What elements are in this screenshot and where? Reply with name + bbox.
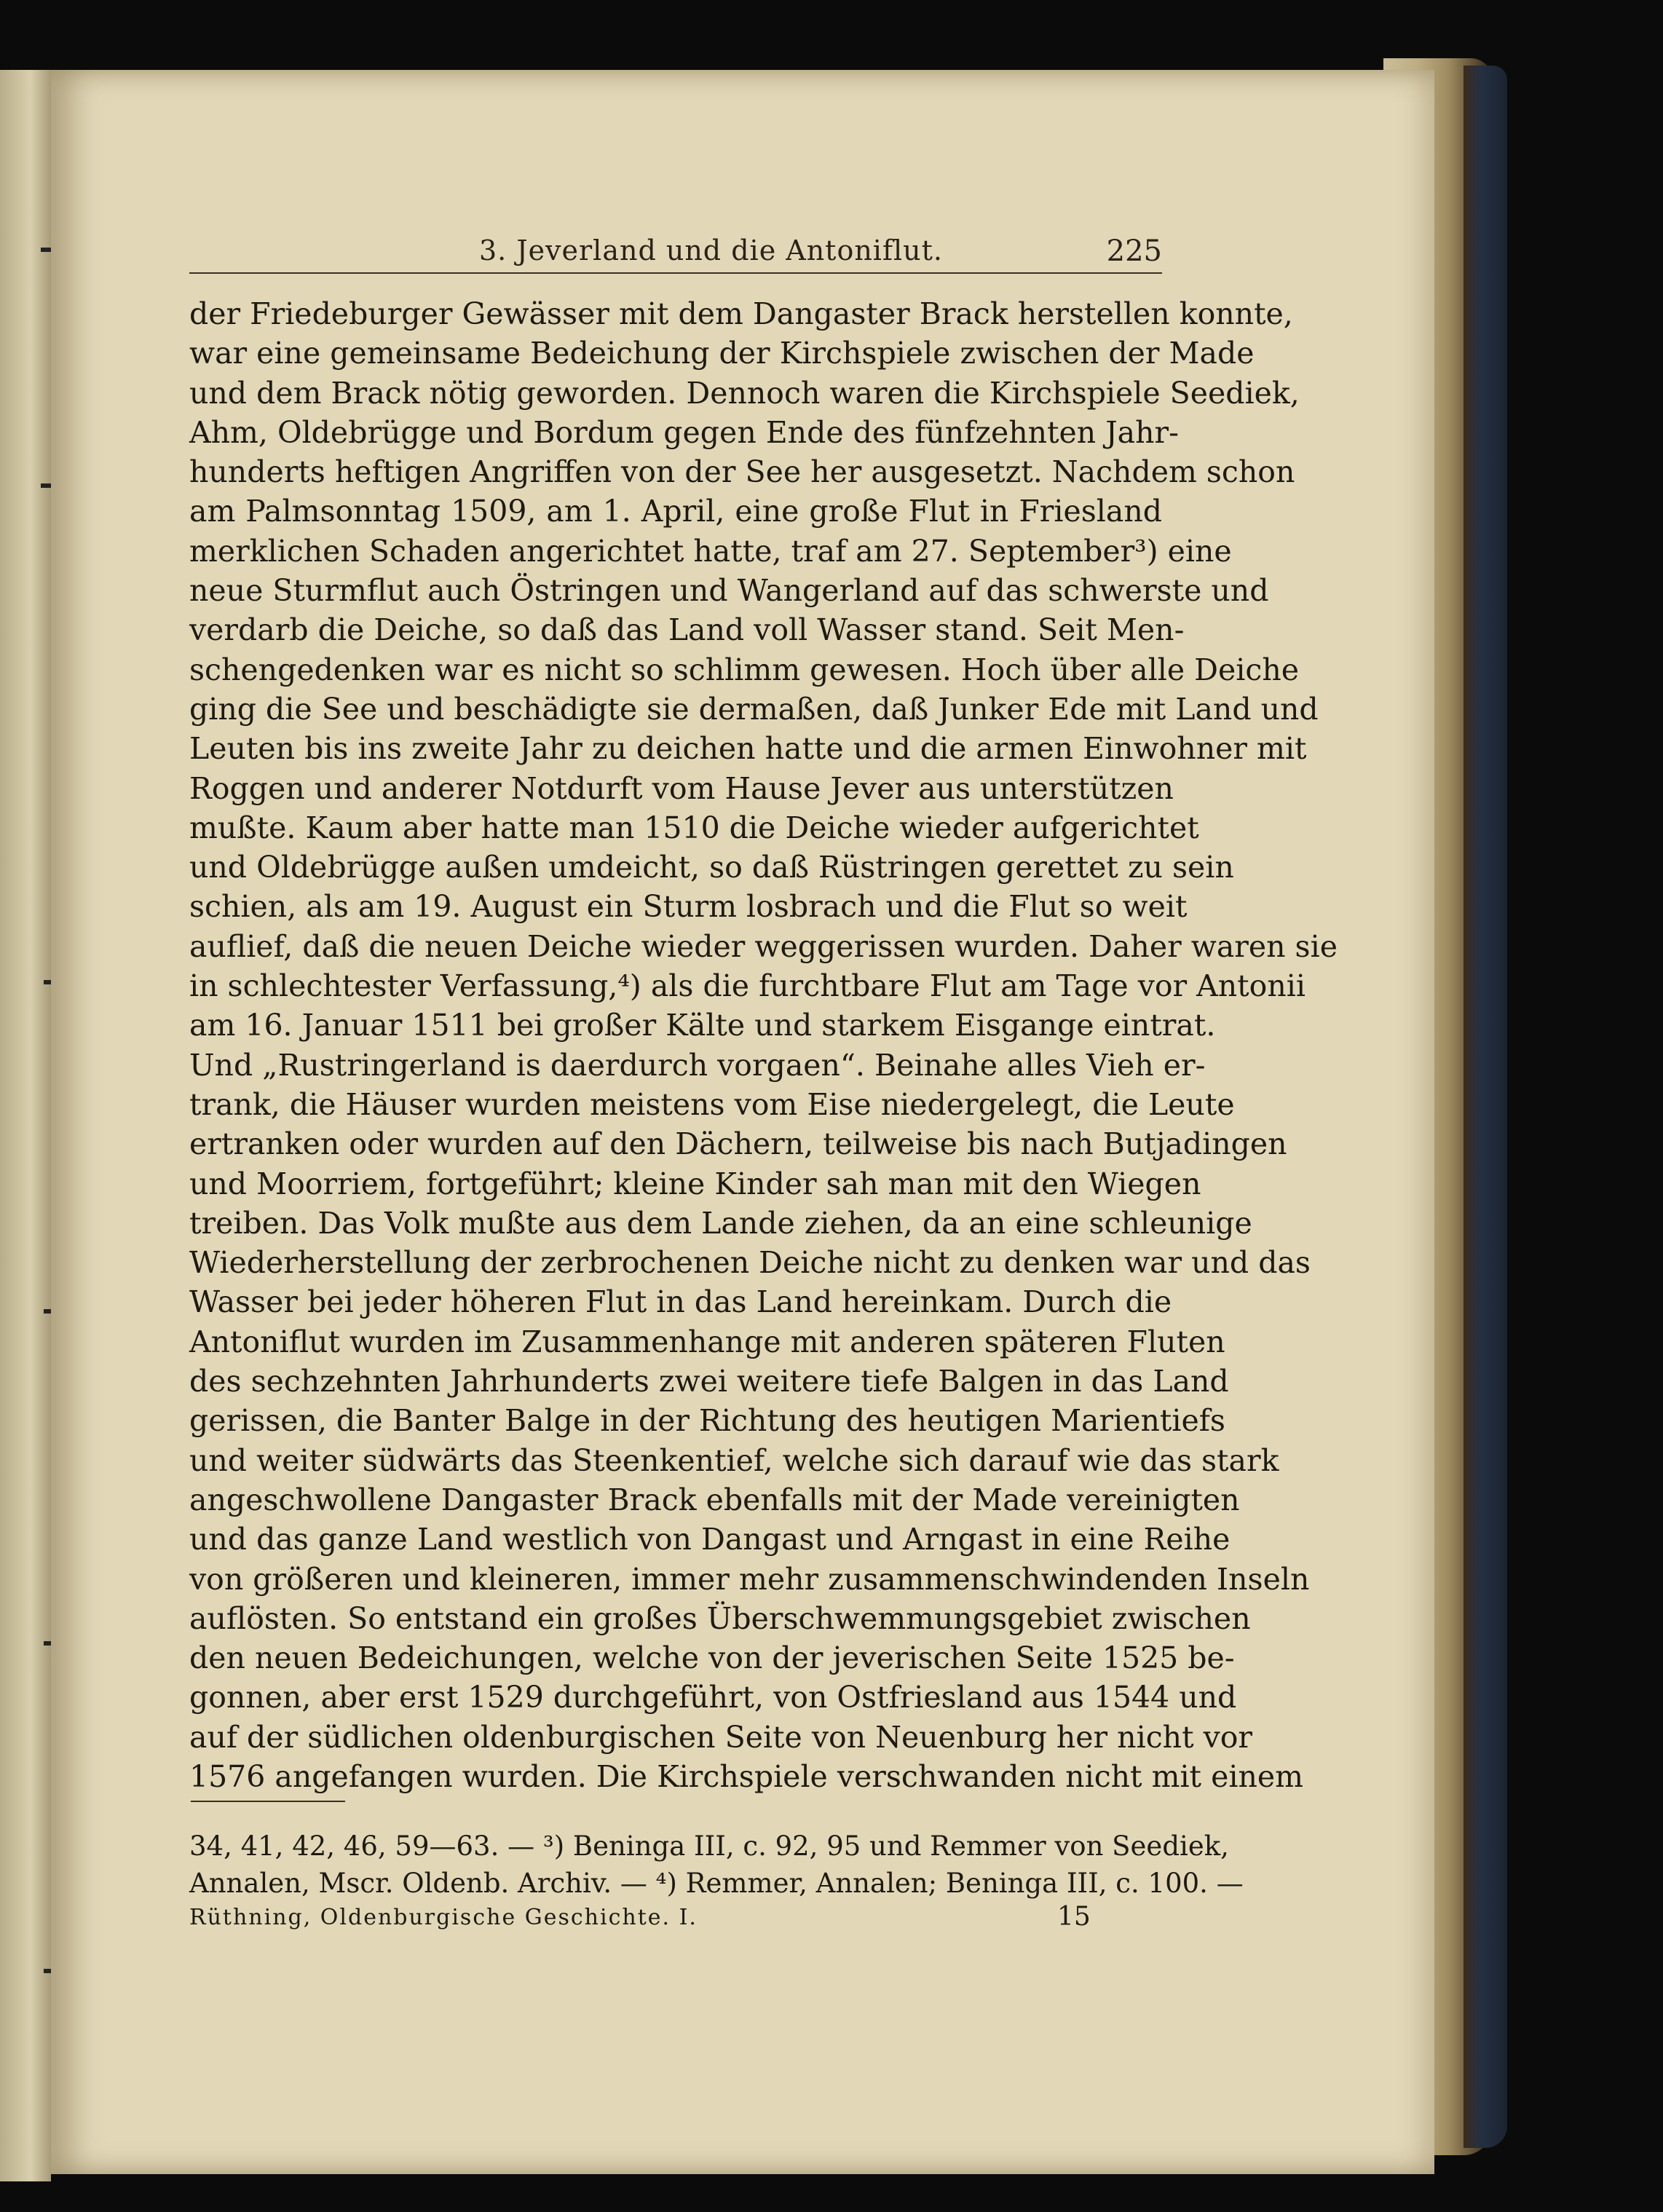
signature-text: Rüthning, Oldenburgische Geschichte. I. (189, 1905, 698, 1930)
text-line: neue Sturmflut auch Östringen und Wangerland auf das schwerste und (189, 573, 1269, 609)
body-text (189, 294, 1338, 1796)
text-line: und Moorriem, fortgeführt; kleine Kinder sah man mit den Wiegen (189, 1166, 1201, 1201)
text-line: auf der südlichen oldenburgischen Seite von Neuenburg her nicht vor (189, 1719, 1253, 1755)
page-number: 225 (1106, 234, 1162, 268)
text-line: ertranken oder wurden auf den Dächern, teilweise bis nach Butjadingen (189, 1126, 1287, 1162)
text-line: Antoniflut wurden im Zusammenhange mit anderen späteren Fluten (189, 1324, 1225, 1359)
page-header (189, 162, 1162, 278)
sheet-number: 15 (1057, 1902, 1091, 1932)
text-line: treiben. Das Volk mußte aus dem Lande ziehen, da an eine schleunige (189, 1205, 1252, 1241)
text-line: Und „Rustringerland is daerdurch vorgaen“. Beinahe alles Vieh er- (189, 1047, 1206, 1083)
text-line: verdarb die Deiche, so daß das Land voll Wasser stand. Seit Men- (189, 612, 1185, 648)
header-rule (189, 272, 1162, 274)
footnotes (189, 1828, 1244, 1902)
text-line: schien, als am 19. August ein Sturm losbrach und die Flut so weit (189, 889, 1188, 925)
text-line: angeschwollene Dangaster Brack ebenfalls mit der Made vereinigten (189, 1482, 1240, 1517)
text-line: am 16. Januar 1511 bei großer Kälte und starkem Eisgange eintrat. (189, 1008, 1216, 1043)
text-line: gerissen, die Banter Balge in der Richtung des heutigen Marientiefs (189, 1403, 1225, 1439)
text-line: auflief, daß die neuen Deiche wieder weggerissen wurden. Daher waren sie (189, 928, 1338, 964)
text-line: hunderts heftigen Angriffen von der See her ausgesetzt. Nachdem schon (189, 454, 1295, 490)
footnote-line: Annalen, Mscr. Oldenb. Archiv. — ⁴) Remmer, Annalen; Beninga III, c. 100. — (189, 1868, 1244, 1899)
left-page-edge (0, 70, 51, 2181)
text-line: Leuten bis ins zweite Jahr zu deichen hatte und die armen Einwohner mit (189, 731, 1307, 767)
running-title: 3. Jeverland und die Antoniflut. (479, 234, 943, 266)
text-line: und Oldebrügge außen umdeicht, so daß Rüstringen gerettet zu sein (189, 850, 1234, 885)
text-line: am Palmsonntag 1509, am 1. April, eine große Flut in Friesland (189, 494, 1162, 529)
text-line: und dem Brack nötig geworden. Dennoch waren die Kirchspiele Seediek, (189, 375, 1300, 411)
text-line: der Friedeburger Gewässer mit dem Dangaster Brack herstellen konnte, (189, 296, 1293, 331)
text-line: war eine gemeinsame Bedeichung der Kirchspiele zwischen der Made (189, 336, 1255, 371)
text-line: des sechzehnten Jahrhunderts zwei weitere tiefe Balgen in das Land (189, 1364, 1229, 1399)
text-line: Wasser bei jeder höheren Flut in das Land hereinkam. Durch die (189, 1284, 1172, 1320)
text-line: gonnen, aber erst 1529 durchgeführt, von Ostfriesland aus 1544 und (189, 1680, 1237, 1715)
text-line: mußte. Kaum aber hatte man 1510 die Deiche wieder aufgerichtet (189, 810, 1199, 845)
text-line: trank, die Häuser wurden meistens vom Eise niedergelegt, die Leute (189, 1086, 1235, 1122)
text-line: Ahm, Oldebrügge und Bordum gegen Ende des fünfzehnten Jahr- (189, 414, 1179, 450)
book-cover-edge (1463, 66, 1507, 2148)
text-line: merklichen Schaden angerichtet hatte, traf am 27. September³) eine (189, 533, 1232, 569)
signature-line (189, 1899, 1162, 1935)
footnote-rule (191, 1801, 345, 1802)
text-line: von größeren und kleineren, immer mehr zusammenschwindenden Inseln (189, 1561, 1310, 1597)
text-line: und das ganze Land westlich von Dangast und Arngast in eine Reihe (189, 1522, 1231, 1557)
text-line: Wiederherstellung der zerbrochenen Deiche nicht zu denken war und das (189, 1245, 1311, 1281)
text-line: den neuen Bedeichungen, welche von der jeverischen Seite 1525 be- (189, 1640, 1235, 1676)
text-line: 1576 angefangen wurden. Die Kirchspiele verschwanden nicht mit einem (189, 1758, 1303, 1794)
text-line: auflösten. So entstand ein großes Überschwemmungsgebiet zwischen (189, 1600, 1251, 1636)
text-line: Roggen und anderer Notdurft vom Hause Jever aus unterstützen (189, 770, 1174, 806)
text-line: in schlechtester Verfassung,⁴) als die furchtbare Flut am Tage vor Antonii (189, 968, 1305, 1004)
text-line: ging die See und beschädigte sie dermaßen, daß Junker Ede mit Land und (189, 691, 1319, 727)
text-line: schengedenken war es nicht so schlimm gewesen. Hoch über alle Deiche (189, 652, 1300, 687)
footnote-line: 34, 41, 42, 46, 59—63. — ³) Beninga III, c. 92, 95 und Remmer von Seediek, (189, 1830, 1229, 1862)
text-line: und weiter südwärts das Steenkentief, welche sich darauf wie das stark (189, 1442, 1279, 1478)
